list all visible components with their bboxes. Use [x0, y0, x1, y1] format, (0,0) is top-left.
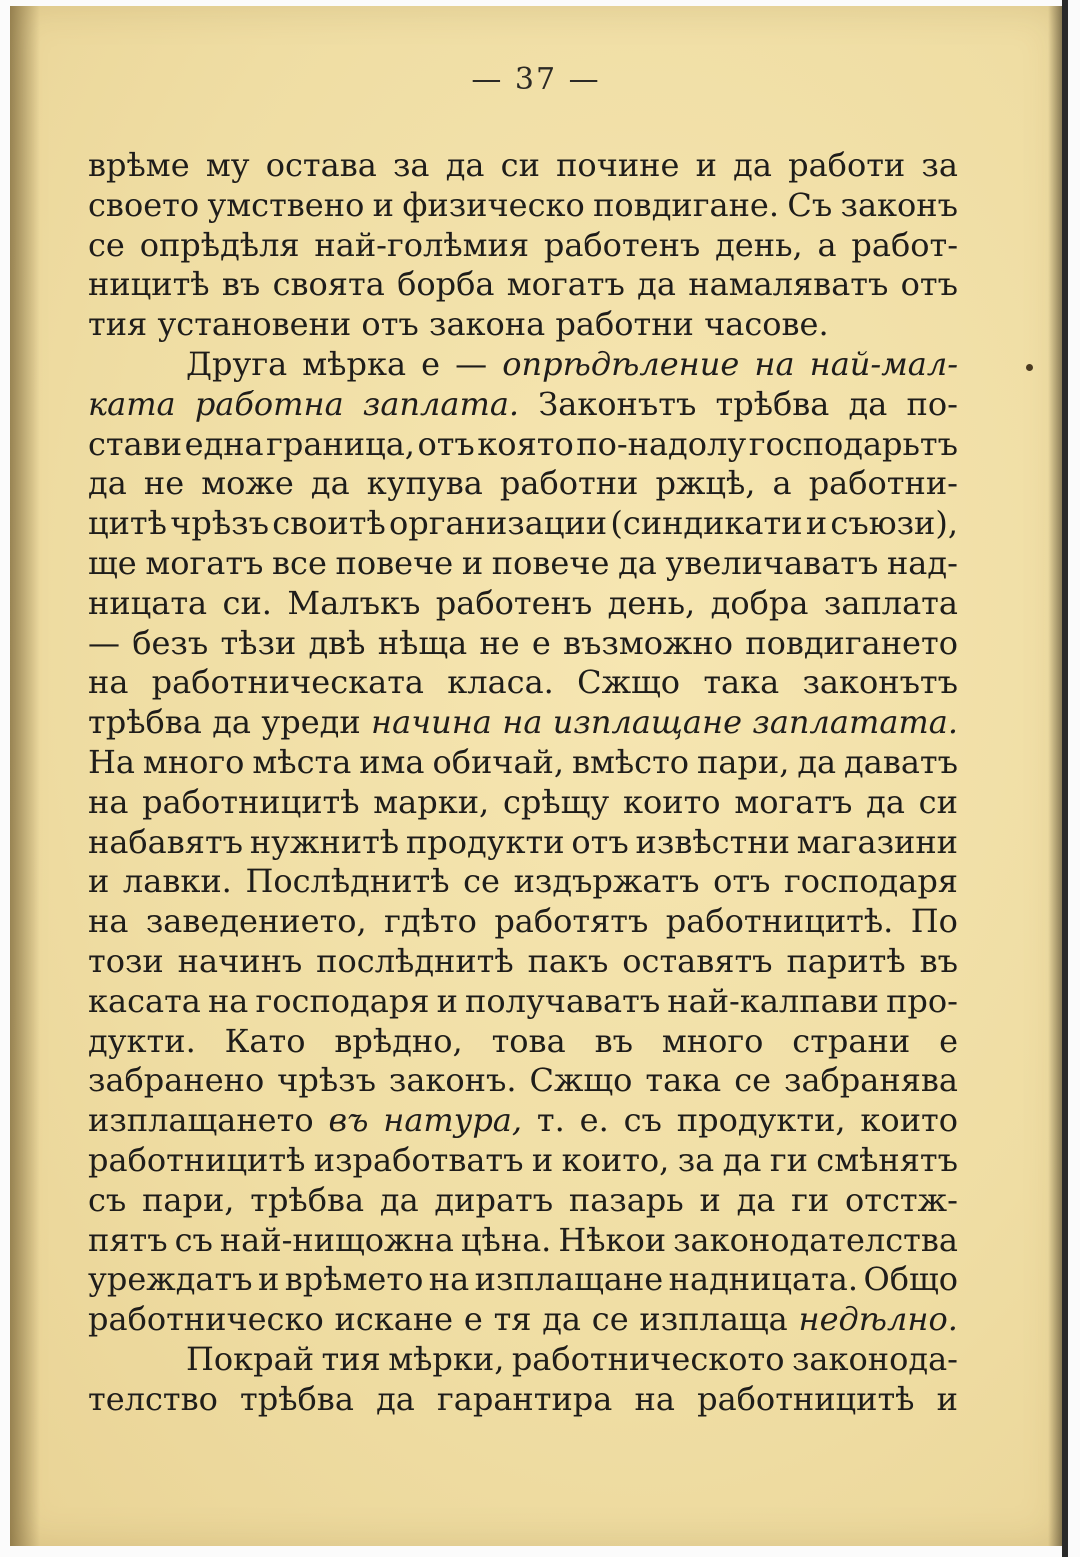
word: да — [848, 384, 888, 423]
word: най-мал- — [809, 344, 958, 383]
text-line — [88, 1101, 958, 1141]
word: работенъ — [543, 225, 701, 264]
word: двѣ — [308, 623, 366, 662]
text-line — [88, 862, 958, 902]
word: да — [733, 146, 772, 184]
word: си — [500, 146, 540, 184]
word: чрѣзъ — [170, 504, 269, 543]
word: господаря — [255, 981, 430, 1020]
word: работническата — [151, 663, 424, 702]
word: ги — [769, 1140, 808, 1179]
word: ката — [88, 384, 176, 423]
word: про- — [886, 981, 958, 1020]
word: продукти — [405, 822, 565, 861]
text-line — [88, 305, 958, 345]
word: изплаща — [639, 1300, 788, 1339]
word: касата — [88, 981, 201, 1020]
word: пари, — [697, 742, 790, 781]
word: му — [205, 146, 250, 184]
word: Послѣднитѣ — [245, 862, 450, 901]
word: и — [88, 862, 110, 901]
word: повече — [491, 543, 610, 582]
word: не — [479, 623, 520, 662]
word: на — [88, 902, 129, 941]
word: повече — [335, 543, 454, 582]
word: паритѣ — [786, 941, 906, 980]
word: и — [461, 543, 484, 582]
text-line — [88, 1141, 958, 1181]
word: пазарь — [568, 1180, 684, 1219]
word: за — [677, 1140, 715, 1179]
word: въ — [919, 941, 958, 980]
word: да — [310, 464, 350, 503]
word: въ — [221, 265, 261, 304]
text-line — [88, 942, 958, 982]
word: и — [257, 1260, 280, 1299]
word: съ — [88, 1180, 127, 1219]
word: ницитѣ — [88, 265, 210, 304]
word: и — [805, 504, 828, 543]
page-edge-shadow — [1048, 6, 1062, 1546]
text-line — [88, 425, 958, 465]
text-line — [88, 345, 958, 385]
word: работницитѣ — [88, 1140, 306, 1179]
word: възможно — [563, 623, 734, 662]
word: уреди — [261, 703, 361, 742]
word: нужнитѣ — [249, 822, 400, 861]
word: Покрай — [186, 1339, 315, 1378]
word: обичай, — [432, 742, 565, 781]
word: на — [88, 663, 129, 702]
word: своитѣ — [272, 504, 386, 543]
word: Сжщо — [529, 1061, 633, 1100]
word: една — [184, 424, 264, 463]
word: най-калпави — [667, 981, 879, 1020]
text-line — [88, 1380, 958, 1420]
text-line — [88, 146, 958, 186]
word: (синдикати — [610, 504, 803, 543]
word: която — [477, 424, 574, 463]
word: да — [797, 742, 837, 781]
spine-shadow — [10, 6, 40, 1546]
text-line — [88, 265, 958, 305]
word: заведението, — [145, 902, 367, 941]
text-line — [88, 544, 958, 584]
word: за — [921, 146, 958, 184]
word: и — [936, 1379, 958, 1418]
word: Законътъ — [538, 384, 697, 423]
word: съюзи), — [830, 504, 958, 543]
word: получаватъ — [465, 981, 661, 1020]
word: пакъ — [527, 941, 609, 980]
word: работятъ — [494, 902, 649, 941]
word: и — [436, 981, 458, 1020]
word: се — [88, 225, 125, 264]
text-line — [88, 186, 958, 226]
word: заплатата. — [752, 703, 958, 742]
text-line — [88, 385, 958, 425]
margin-ink-dot — [1026, 364, 1033, 371]
word: се — [734, 1061, 772, 1100]
word: ницата — [88, 583, 208, 622]
word: т. — [536, 1101, 565, 1140]
word: за — [392, 146, 430, 184]
text-line — [88, 663, 958, 703]
word: класа. — [447, 663, 554, 702]
word: срѣщу — [502, 782, 610, 821]
word: установени — [157, 305, 352, 344]
word: почине — [556, 146, 680, 184]
word: Малъкъ — [287, 583, 421, 622]
word: това — [491, 1021, 566, 1060]
word: да — [376, 1379, 415, 1418]
word: остава — [265, 146, 377, 184]
word: така — [703, 663, 780, 702]
word: гарантира — [437, 1379, 613, 1418]
word: отъ — [900, 265, 958, 304]
word: повдигането — [745, 623, 958, 662]
word: добра — [710, 583, 809, 622]
text-line — [88, 1340, 958, 1380]
word: работническо — [88, 1300, 324, 1339]
word: да — [88, 464, 127, 503]
word: умствено — [207, 185, 365, 224]
word: начина — [371, 703, 492, 742]
word: отъ — [417, 424, 475, 463]
word: магазини — [796, 822, 958, 861]
word: — — [88, 623, 120, 662]
word: законъ. — [388, 1061, 517, 1100]
word: които — [623, 782, 721, 821]
word: все — [272, 543, 327, 582]
word: изработватъ — [313, 1140, 524, 1179]
word: на — [88, 782, 129, 821]
word: може — [201, 464, 294, 503]
word: Като — [224, 1021, 306, 1060]
word: да — [866, 782, 905, 821]
word: мѣрки, — [388, 1339, 505, 1378]
text-line — [88, 226, 958, 266]
word: чрѣзъ — [277, 1061, 376, 1100]
word: така — [645, 1061, 722, 1100]
word: граница, — [266, 424, 415, 463]
word: най-голѣмия — [314, 225, 530, 264]
body-text — [88, 146, 958, 1420]
word: законъ — [840, 185, 958, 224]
word: цитѣ — [88, 504, 167, 543]
word: въ — [328, 1101, 369, 1140]
text-line — [88, 982, 958, 1022]
text-line — [88, 902, 958, 942]
word: работницитѣ — [142, 782, 360, 821]
text-line — [88, 624, 958, 664]
word: които — [860, 1101, 958, 1140]
word: отстж- — [845, 1180, 958, 1219]
word: работницитѣ. — [665, 902, 894, 941]
word: могатъ — [734, 782, 853, 821]
text-line — [88, 1061, 958, 1101]
word: си — [918, 782, 958, 821]
word: да — [618, 543, 657, 582]
word: се — [463, 862, 500, 901]
word: организации — [389, 504, 608, 543]
word: купува — [366, 464, 483, 503]
word: трѣбва — [240, 1379, 354, 1418]
word: опрѣдѣление — [502, 344, 740, 383]
word: ги — [791, 1180, 830, 1219]
word: тия — [88, 305, 148, 344]
word: могатъ — [145, 543, 264, 582]
word: работни — [499, 464, 639, 503]
word: ржцѣ, — [655, 464, 756, 503]
word: а — [772, 464, 792, 503]
text-line — [88, 464, 958, 504]
word: и — [695, 146, 717, 184]
word: Сжщо — [577, 663, 681, 702]
text-line — [88, 584, 958, 624]
word: закона — [428, 305, 546, 344]
word: набавятъ — [88, 822, 244, 861]
word: На — [88, 742, 135, 781]
word: изплащането — [88, 1101, 314, 1140]
word: опрѣдѣля — [139, 225, 300, 264]
word: законътъ — [802, 663, 958, 702]
word: е — [939, 1021, 958, 1060]
word: да — [637, 265, 676, 304]
word: натура, — [383, 1101, 523, 1140]
word: забранено — [88, 1061, 265, 1100]
word: си. — [222, 583, 272, 622]
word: своята — [272, 265, 385, 304]
word: издържатъ — [513, 862, 700, 901]
word: стави — [88, 424, 183, 463]
word: смѣнятъ — [816, 1140, 958, 1179]
word: има — [359, 742, 425, 781]
page-number: — 37 — — [471, 62, 601, 97]
word: день, — [607, 583, 696, 622]
word: на — [634, 1379, 675, 1418]
word: дукти. — [88, 1021, 196, 1060]
word: съ — [623, 1101, 662, 1140]
word: а — [817, 225, 837, 264]
word: на — [754, 344, 795, 383]
word: часове. — [704, 305, 829, 344]
word: трѣбва — [715, 384, 830, 423]
word: отъ — [571, 822, 629, 861]
word: по- — [906, 384, 958, 423]
word: могатъ — [506, 265, 625, 304]
word: заплата — [823, 583, 958, 622]
word: марки, — [373, 782, 490, 821]
word: работни- — [808, 464, 958, 503]
text-line — [88, 743, 958, 783]
word: гдѣто — [384, 902, 477, 941]
word: да — [736, 1180, 776, 1219]
word: е — [463, 1300, 483, 1339]
word: да — [542, 1300, 581, 1339]
word: По — [910, 902, 958, 941]
word: заплата. — [362, 384, 520, 423]
word: законода- — [791, 1339, 958, 1378]
word: пари, — [142, 1180, 235, 1219]
word: работницитѣ — [697, 1379, 915, 1418]
word: тя — [493, 1300, 532, 1339]
word: уреждатъ — [88, 1260, 253, 1299]
word: надницата. — [668, 1260, 859, 1299]
text-line — [88, 1300, 958, 1340]
word: да — [379, 1180, 419, 1219]
word: по-надолу — [576, 424, 747, 463]
text-line — [88, 1260, 958, 1300]
word: врѣмето — [284, 1260, 424, 1299]
word: своето — [88, 185, 200, 224]
word: пятъ — [88, 1220, 168, 1259]
word: на — [428, 1260, 470, 1299]
word: цѣна. — [460, 1220, 552, 1259]
word: господарьтъ — [748, 424, 958, 463]
word: забранява — [784, 1061, 958, 1100]
word: день, — [715, 225, 803, 264]
word: мѣста — [252, 742, 352, 781]
word: е. — [579, 1101, 609, 1140]
word: и — [531, 1140, 554, 1179]
word: тия — [321, 1339, 381, 1378]
text-line — [88, 703, 958, 743]
word: трѣбва — [88, 703, 202, 742]
word: лавки. — [122, 862, 232, 901]
word: Съ — [787, 185, 833, 224]
word: вмѣсто — [571, 742, 690, 781]
word: продукти, — [676, 1101, 846, 1140]
word: много — [661, 1021, 764, 1060]
word: Друга — [186, 344, 288, 383]
word: този — [88, 941, 164, 980]
word: искане — [334, 1300, 454, 1339]
word: и — [699, 1180, 721, 1219]
word: намаляватъ — [688, 265, 889, 304]
word: оставятъ — [622, 941, 773, 980]
word: недѣлно. — [798, 1300, 958, 1339]
text-line — [88, 504, 958, 544]
word: законодателства — [673, 1220, 958, 1259]
book-page — [10, 6, 1062, 1546]
word: и — [372, 185, 394, 224]
word: послѣднитѣ — [316, 941, 514, 980]
word: тѣзи — [220, 623, 297, 662]
word: мѣрка — [302, 344, 407, 383]
word: изплащане — [474, 1260, 664, 1299]
word: повдигане. — [593, 185, 779, 224]
word: изплащане — [552, 703, 743, 742]
word: да — [722, 1140, 762, 1179]
word: работенъ — [435, 583, 593, 622]
word: много — [142, 742, 245, 781]
word: работническото — [511, 1339, 785, 1378]
word: работна — [194, 384, 344, 423]
word: физическо — [402, 185, 585, 224]
word: ще — [88, 543, 137, 582]
word: да — [445, 146, 485, 184]
word: над- — [886, 543, 958, 582]
word: работи — [788, 146, 906, 184]
word: да — [212, 703, 251, 742]
word: работ- — [851, 225, 958, 264]
word: трѣбва — [250, 1180, 365, 1219]
word: се — [591, 1300, 629, 1339]
word: които, — [561, 1140, 670, 1179]
word: е — [531, 623, 551, 662]
text-line — [88, 1022, 958, 1062]
word: е — [421, 344, 441, 383]
word: безъ — [132, 623, 209, 662]
word: съ — [174, 1220, 213, 1259]
word: — — [455, 344, 488, 383]
word: на — [207, 981, 249, 1020]
word: борба — [397, 265, 495, 304]
word: увеличаватъ — [665, 543, 879, 582]
word: най-нищожна — [219, 1220, 454, 1259]
word: господаря — [783, 862, 958, 901]
text-line — [88, 1181, 958, 1221]
word: Нѣкои — [558, 1220, 667, 1259]
word: нѣща — [377, 623, 468, 662]
word: на — [502, 703, 543, 742]
word: Общо — [863, 1260, 958, 1299]
word: отъ — [361, 305, 419, 344]
text-line — [88, 783, 958, 823]
scan-border — [1062, 0, 1068, 1557]
word: врѣдно, — [334, 1021, 463, 1060]
text-line — [88, 823, 958, 863]
text-line — [88, 1221, 958, 1261]
word: телство — [88, 1379, 218, 1418]
word: работни — [555, 305, 694, 344]
word: диратъ — [434, 1180, 554, 1219]
word: начинъ — [177, 941, 303, 980]
word: въ — [594, 1021, 633, 1060]
word: извѣстни — [635, 822, 790, 861]
word: страни — [792, 1021, 911, 1060]
word: даватъ — [844, 742, 958, 781]
word: отъ — [713, 862, 771, 901]
word: не — [143, 464, 185, 503]
word: врѣме — [88, 146, 190, 184]
